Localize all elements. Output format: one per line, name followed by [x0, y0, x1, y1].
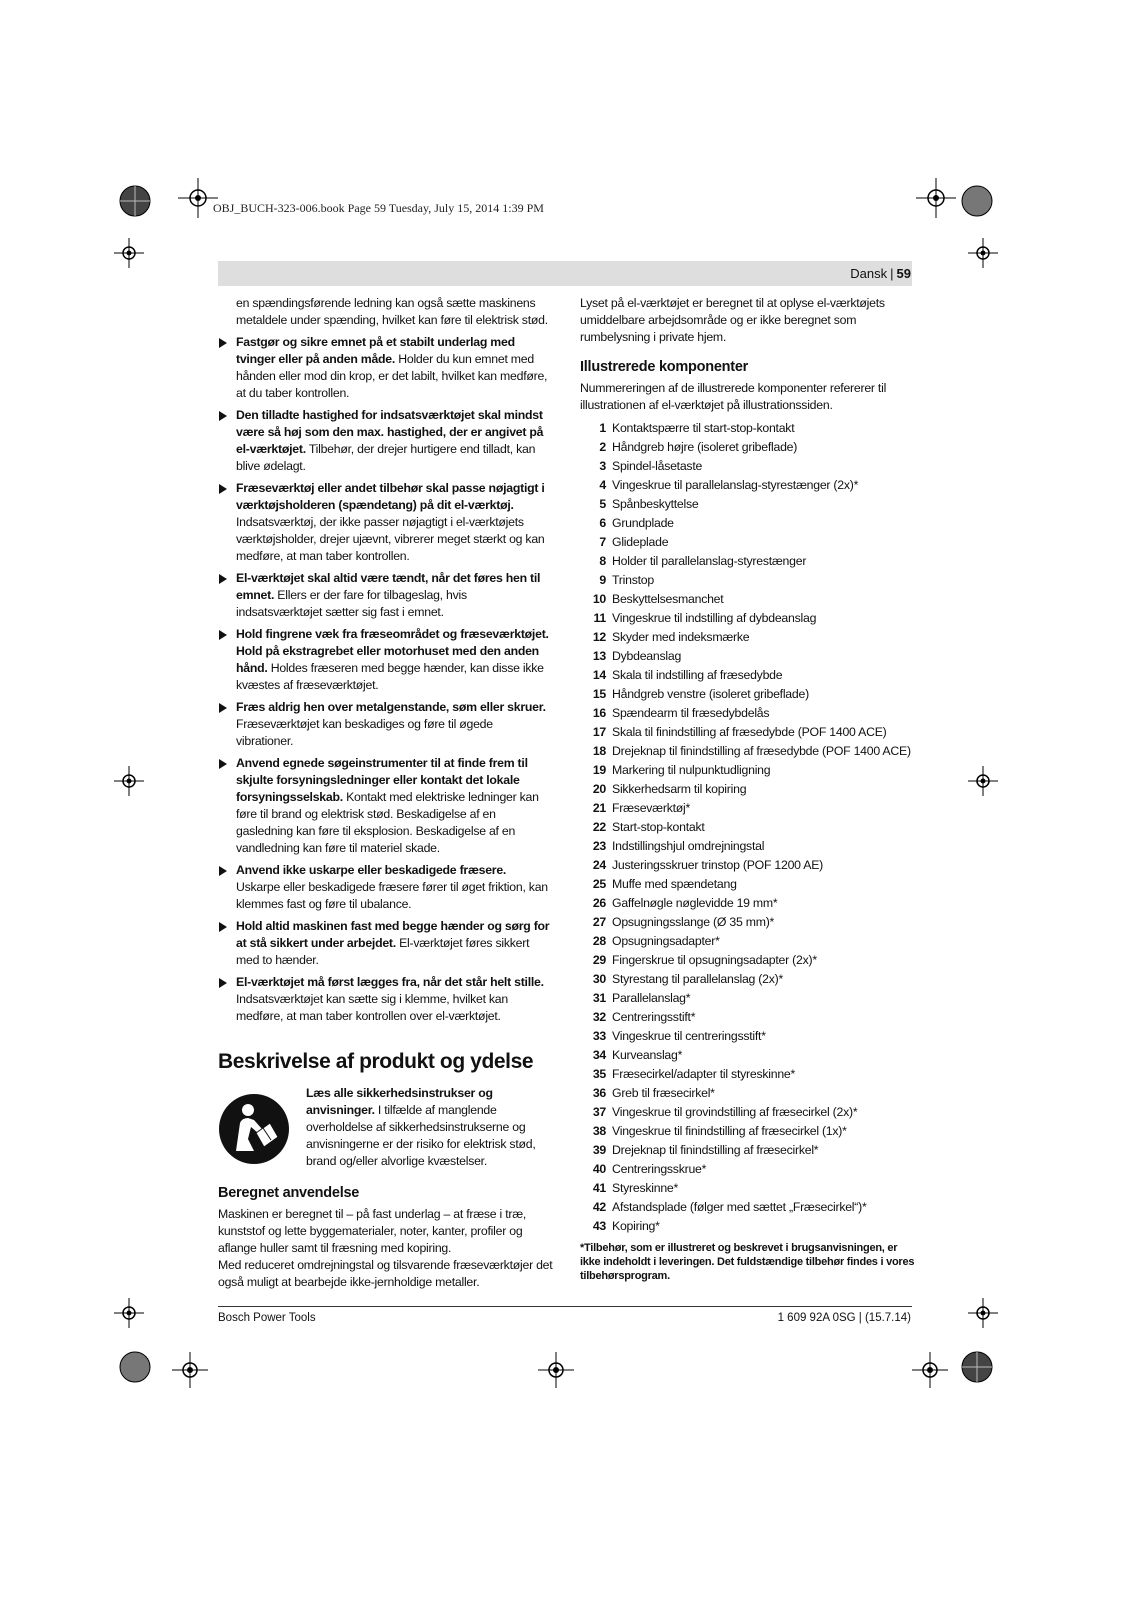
component-number: 16: [592, 706, 606, 720]
bullet-triangle-icon: [219, 759, 227, 769]
starburst-mark-icon: [118, 184, 152, 223]
component-label: Vingeskrue til centreringsstift*: [612, 1029, 766, 1043]
component-number: 12: [592, 630, 606, 644]
safety-bullet: [218, 699, 553, 750]
component-label: Kopiring*: [612, 1219, 660, 1233]
component-number: 22: [592, 820, 606, 834]
gray-disc-mark-icon: [960, 184, 994, 223]
bullet-bold-text: Den tilladte hastighed for indsatsværktøjet skal mindst være så høj som den max. hastighed, der er angivet på el-værktøjet.: [236, 408, 544, 456]
component-item: [580, 553, 915, 570]
component-label: Kurveanslag*: [612, 1048, 683, 1062]
component-number: 15: [592, 687, 606, 701]
component-label: Parallelanslag*: [612, 991, 691, 1005]
component-item: [580, 629, 915, 646]
component-item: [580, 933, 915, 950]
component-label: Vingeskrue til indstilling af dybdeanslag: [612, 611, 817, 625]
component-label: Afstandsplade (følger med sættet „Fræsecirkel“)*: [612, 1200, 867, 1214]
component-item: [580, 838, 915, 855]
right-intro-paragraph: Lyset på el-værktøjet er beregnet til at oplyse el-værktøjets umiddelbare arbejdsområde og er ikke beregnet som rumbelysning i private hjem.: [580, 296, 885, 344]
components-intro: Nummereringen af de illustrerede komponenter refererer til illustrationen af el-værktøjet på illustrationssiden.: [580, 381, 887, 412]
warning-text: I tilfælde af manglende overholdelse af sikkerhedsinstrukserne og anvisningerne er der risiko for elektrisk stød, brand og/eller alvorlige kvæstelser.: [306, 1103, 536, 1168]
bullet-bold-text: Anvend ikke uskarpe eller beskadigede fræsere.: [236, 863, 507, 877]
component-label: Indstillingshjul omdrejningstal: [612, 839, 765, 853]
component-item: [580, 762, 915, 779]
component-label: Markering til nulpunktudligning: [612, 763, 771, 777]
bullet-triangle-icon: [219, 484, 227, 494]
component-number: 27: [592, 915, 606, 929]
safety-bullet: [218, 626, 553, 694]
component-item: [580, 1104, 915, 1121]
page-header-language: [850, 266, 911, 281]
component-label: Vingeskrue til parallelanslag-styrestænger (2x)*: [612, 478, 859, 492]
component-label: Glideplade: [612, 535, 669, 549]
component-label: Kontaktspærre til start-stop-kontakt: [612, 421, 795, 435]
bullet-triangle-icon: [219, 703, 227, 713]
component-label: Greb til fræsecirkel*: [612, 1086, 715, 1100]
bullet-triangle-icon: [219, 338, 227, 348]
safety-bullet: [218, 862, 553, 913]
crosshair-mark-icon: [916, 178, 956, 223]
component-number: 35: [592, 1067, 606, 1081]
component-number: 28: [592, 934, 606, 948]
bullet-text: Indsatsværktøj, der ikke passer nøjagtigt i el-værktøjets værktøjsholder, drejer ujævnt, vibrerer meget stærkt og kan medføre, at man taber kontrollen.: [236, 515, 545, 563]
component-item: [580, 648, 915, 665]
footer-divider: [218, 1306, 912, 1307]
warning-bold-text: Læs alle sikkerhedsinstrukser og anvisninger.: [306, 1086, 493, 1117]
component-label: Drejeknap til finindstilling af fræsedybde (POF 1400 ACE): [612, 744, 911, 758]
bullet-text: Indsatsværktøjet kan sætte sig i klemme, hvilket kan medføre, at man taber kontrollen over el-værktøjet.: [236, 992, 508, 1023]
component-item: [580, 895, 915, 912]
bullet-triangle-icon: [219, 574, 227, 584]
component-label: Vingeskrue til grovindstilling af fræsecirkel (2x)*: [612, 1105, 858, 1119]
component-label: Spånbeskyttelse: [612, 497, 699, 511]
component-number: 1: [599, 421, 606, 435]
component-label: Håndgreb højre (isoleret gribeflade): [612, 440, 798, 454]
component-item: [580, 420, 915, 437]
component-number: 9: [599, 573, 606, 587]
component-item: [580, 686, 915, 703]
component-label: Muffe med spændetang: [612, 877, 737, 891]
component-item: [580, 439, 915, 456]
component-number: 24: [592, 858, 606, 872]
gray-disc-mark-icon: [118, 1350, 152, 1389]
component-number: 43: [592, 1219, 606, 1233]
crosshair-mark-icon: [114, 1298, 144, 1333]
component-number: 6: [599, 516, 606, 530]
crosshair-mark-icon: [172, 1352, 208, 1393]
crosshair-mark-icon: [968, 1298, 998, 1333]
page-header-bar: [218, 261, 912, 286]
component-number: 36: [592, 1086, 606, 1100]
bullet-triangle-icon: [219, 866, 227, 876]
component-number: 40: [592, 1162, 606, 1176]
component-number: 14: [592, 668, 606, 682]
components-list: [580, 420, 915, 1235]
safety-bullet: [218, 918, 553, 969]
component-item: [580, 610, 915, 627]
component-number: 18: [592, 744, 606, 758]
component-number: 11: [593, 611, 606, 625]
bullet-text: Tilbehør, der drejer hurtigere end tilladt, kan blive ødelagt.: [236, 442, 536, 473]
right-column: [580, 295, 915, 1283]
component-number: 20: [592, 782, 606, 796]
intended-use-title: Beregnet anvendelse: [218, 1185, 360, 1201]
component-number: 5: [599, 497, 606, 511]
bullet-text: Ellers er der fare for tilbageslag, hvis indsatsværktøjet sætter sig fast i emnet.: [236, 588, 467, 619]
safety-bullet: [218, 974, 553, 1025]
bullet-text: Kontakt med elektriske ledninger kan føre til brand og elektrisk stød. Beskadigelse af en gasledning kan føre til eksplosion. Beskadigelse af en vandledning kan føre til materiel skade.: [236, 790, 539, 855]
component-item: [580, 781, 915, 798]
component-item: [580, 971, 915, 988]
component-label: Justeringsskruer trinstop (POF 1200 AE): [612, 858, 823, 872]
component-label: Grundplade: [612, 516, 674, 530]
component-number: 33: [592, 1029, 606, 1043]
component-label: Trinstop: [612, 573, 654, 587]
safety-bullet: [218, 334, 553, 402]
bullet-text: Uskarpe eller beskadigede fræsere fører til øget friktion, kan klemmes fast og føre til ubalance.: [236, 880, 548, 911]
component-number: 2: [599, 440, 606, 454]
component-label: Holder til parallelanslag-styrestænger: [612, 554, 807, 568]
component-item: [580, 743, 915, 760]
header-separator: |: [890, 266, 894, 281]
component-item: [580, 534, 915, 551]
component-item: [580, 572, 915, 589]
component-number: 19: [592, 763, 606, 777]
crosshair-mark-icon: [178, 178, 218, 223]
component-label: Start-stop-kontakt: [612, 820, 705, 834]
component-label: Skyder med indeksmærke: [612, 630, 750, 644]
crosshair-mark-icon: [968, 766, 998, 801]
safety-bullet: [218, 407, 553, 475]
component-number: 30: [592, 972, 606, 986]
component-label: Styreskinne*: [612, 1181, 679, 1195]
component-label: Opsugningsadapter*: [612, 934, 720, 948]
component-item: [580, 1180, 915, 1197]
book-file-info: OBJ_BUCH-323-006.book Page 59 Tuesday, July 15, 2014 1:39 PM: [213, 201, 544, 215]
left-column: [218, 295, 553, 1291]
component-item: [580, 819, 915, 836]
component-label: Skala til finindstilling af fræsedybde (POF 1400 ACE): [612, 725, 887, 739]
component-label: Fræseværktøj*: [612, 801, 691, 815]
component-item: [580, 496, 915, 513]
crosshair-mark-icon: [968, 238, 998, 273]
component-item: [580, 724, 915, 741]
component-number: 42: [592, 1200, 606, 1214]
component-number: 32: [592, 1010, 606, 1024]
bullet-triangle-icon: [219, 978, 227, 988]
component-number: 31: [592, 991, 606, 1005]
bullet-bold-text: Fræseværktøj eller andet tilbehør skal passe nøjagtigt i værktøjsholderen (spændetang) på dit el-værktøj.: [236, 481, 545, 512]
section-title: Beskrivelse af produkt og ydelse: [218, 1050, 534, 1073]
intended-use-text: Maskinen er beregnet til – på fast underlag – at fræse i træ, kunststof og lette byggematerialer, noter, kanter, profiler og aflange huller samt til fræsning med kopiring.: [218, 1207, 527, 1255]
safety-bullet: [218, 755, 553, 857]
component-label: Vingeskrue til finindstilling af fræsecirkel (1x)*: [612, 1124, 847, 1138]
component-label: Håndgreb venstre (isoleret gribeflade): [612, 687, 809, 701]
component-label: Fræsecirkel/adapter til styreskinne*: [612, 1067, 796, 1081]
component-number: 25: [592, 877, 606, 891]
component-number: 38: [592, 1124, 606, 1138]
component-item: [580, 1047, 915, 1064]
page-number: 59: [896, 266, 911, 281]
component-number: 29: [592, 953, 606, 967]
component-item: [580, 591, 915, 608]
component-item: [580, 705, 915, 722]
component-label: Centreringsstift*: [612, 1010, 696, 1024]
component-label: Fingerskrue til opsugningsadapter (2x)*: [612, 953, 817, 967]
component-label: Styrestang til parallelanslag (2x)*: [612, 972, 784, 986]
component-item: [580, 458, 915, 475]
bullet-triangle-icon: [219, 922, 227, 932]
footer-brand: Bosch Power Tools: [218, 1312, 316, 1324]
component-number: 8: [599, 554, 606, 568]
footer-doc-id: 1 609 92A 0SG | (15.7.14): [777, 1312, 911, 1324]
component-number: 10: [592, 592, 606, 606]
bullet-bold-text: Anvend egnede søgeinstrumenter til at finde frem til skjulte forsyningsledninger eller kontakt det lokale forsyningsselskab.: [236, 756, 528, 804]
component-label: Spindel-låsetaste: [612, 459, 703, 473]
safety-bullet: [218, 570, 553, 621]
component-number: 37: [592, 1105, 606, 1119]
language-label: Dansk: [850, 266, 888, 281]
component-item: [580, 477, 915, 494]
component-number: 21: [592, 801, 606, 815]
read-manual-icon: [218, 1093, 290, 1165]
bullet-bold-text: Hold altid maskinen fast med begge hænder og sørg for at stå sikkert under arbejdet.: [236, 919, 550, 950]
component-item: [580, 515, 915, 532]
bullet-bold-text: Fastgør og sikre emnet på et stabilt underlag med tvinger eller på anden måde.: [236, 335, 515, 366]
bullet-triangle-icon: [219, 411, 227, 421]
component-label: Beskyttelsesmanchet: [612, 592, 724, 606]
component-item: [580, 667, 915, 684]
bullet-text: Fræseværktøjet kan beskadiges og føre til øgede vibrationer.: [236, 717, 493, 748]
component-number: 4: [599, 478, 606, 492]
read-manual-warning: [218, 1085, 553, 1170]
component-item: [580, 1199, 915, 1216]
component-item: [580, 800, 915, 817]
bullet-text: El-værktøjet føres sikkert med to hænder.: [236, 936, 530, 967]
starburst-mark-icon: [960, 1350, 994, 1389]
component-label: Sikkerhedsarm til kopiring: [612, 782, 747, 796]
component-item: [580, 1142, 915, 1159]
bullet-bold-text: Fræs aldrig hen over metalgenstande, søm eller skruer.: [236, 700, 546, 714]
crosshair-mark-icon: [538, 1352, 574, 1393]
bullet-bold-text: El-værktøjet må først lægges fra, når det står helt stille.: [236, 975, 544, 989]
component-number: 23: [592, 839, 606, 853]
component-number: 17: [592, 725, 606, 739]
component-label: Drejeknap til finindstilling af fræsecirkel*: [612, 1143, 819, 1157]
component-number: 26: [592, 896, 606, 910]
bullet-text: Holdes fræseren med begge hænder, kan disse ikke kvæstes af fræseværktøjet.: [236, 661, 544, 692]
crosshair-mark-icon: [114, 766, 144, 801]
component-label: Opsugningsslange (Ø 35 mm)*: [612, 915, 775, 929]
component-label: Skala til indstilling af fræsedybde: [612, 668, 783, 682]
bullet-triangle-icon: [219, 630, 227, 640]
component-item: [580, 1028, 915, 1045]
accessories-footnote: *Tilbehør, som er illustreret og beskrevet i brugsanvisningen, er ikke indeholdt i leveringen. Det fuldstændige tilbehør findes i vores tilbehørsprogram.: [580, 1242, 915, 1282]
component-item: [580, 1085, 915, 1102]
bullet-bold-text: El-værktøjet skal altid være tændt, når det føres hen til emnet.: [236, 571, 541, 602]
component-number: 3: [599, 459, 606, 473]
component-number: 13: [592, 649, 606, 663]
component-item: [580, 990, 915, 1007]
component-number: 34: [592, 1048, 606, 1062]
component-item: [580, 876, 915, 893]
component-item: [580, 952, 915, 969]
component-item: [580, 1009, 915, 1026]
component-item: [580, 1218, 915, 1235]
bullet-bold-text: Hold fingrene væk fra fræseområdet og fræseværktøjet. Hold på ekstragrebet eller motorhuset med den anden hånd.: [236, 627, 549, 675]
component-label: Spændearm til fræsedybdelås: [612, 706, 770, 720]
component-number: 41: [592, 1181, 606, 1195]
component-label: Centreringsskrue*: [612, 1162, 707, 1176]
left-intro-paragraph: en spændingsførende ledning kan også sætte maskinens metaldele under spænding, hvilket kan føre til elektrisk stød.: [236, 296, 548, 327]
component-label: Gaffelnøgle nøglevidde 19 mm*: [612, 896, 778, 910]
component-number: 39: [592, 1143, 606, 1157]
component-item: [580, 914, 915, 931]
component-number: 7: [599, 535, 606, 549]
crosshair-mark-icon: [912, 1352, 948, 1393]
component-label: Dybdeanslag: [612, 649, 682, 663]
safety-bullet: [218, 480, 553, 565]
component-item: [580, 857, 915, 874]
intended-use-text: Med reduceret omdrejningstal og tilsvarende fræseværktøjer det også muligt at bearbejde ikke-jernholdige metaller.: [218, 1258, 553, 1289]
components-title: Illustrerede komponenter: [580, 359, 749, 375]
bullet-text: Holder du kun emnet med hånden eller mod din krop, er det labilt, hvilket kan medføre, at du taber kontrollen.: [236, 352, 548, 400]
component-item: [580, 1161, 915, 1178]
component-item: [580, 1066, 915, 1083]
component-item: [580, 1123, 915, 1140]
crosshair-mark-icon: [114, 238, 144, 273]
